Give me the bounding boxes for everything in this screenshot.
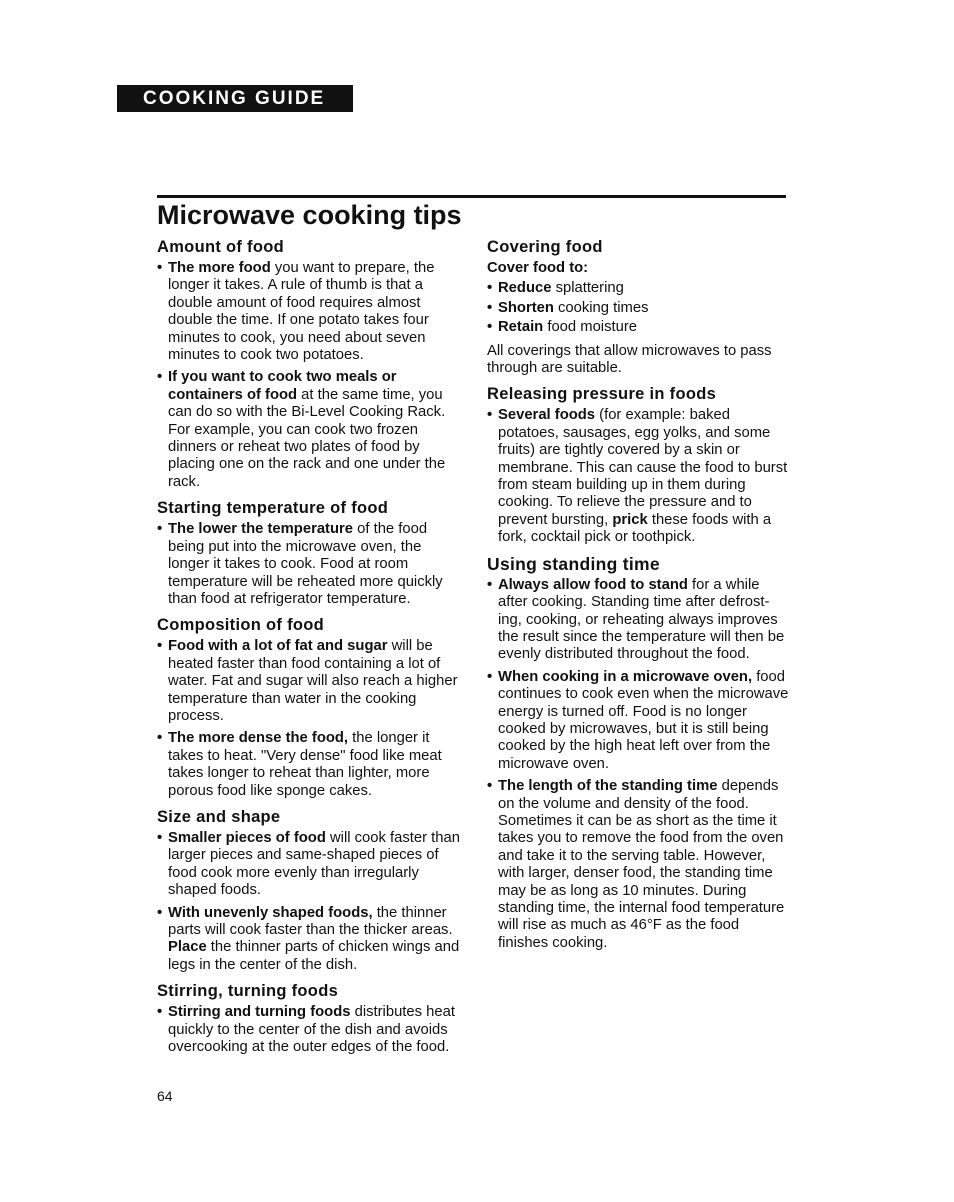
item-text: depends on the volume and density of the food. Sometimes it can be as short as the time it takes you to remove the food from the oven and take it to the serving table. However, with larger, denser food, the standing time may be as long as 10 minutes. During standing time, the internal food temperature will rise as much as 46°F as the food finishes cooking. [498,778,785,951]
list-item [487,577,792,664]
page-number: 64 [157,1088,173,1104]
bold-lead: Smaller pieces of food [168,829,326,846]
bold-lead: If you want to cook two meals or containers of food [168,369,397,403]
bullet: • [157,730,163,747]
bullet: • [157,1004,163,1021]
item-text: of the food being put into the microwave oven, the longer it takes to cook. Food at room temperature will be reheated more quickly than food at refrigerator temperature. [168,521,443,607]
list-item [157,638,462,725]
bullet: • [487,299,493,316]
section-covering-food [487,236,792,377]
section-heading: Composition of food [157,616,324,635]
bullet: • [487,668,493,685]
bullet: • [487,407,493,424]
item-text: cooking times [553,299,649,316]
bold-lead: Always allow food to stand [498,576,688,593]
bold-lead: Several foods [498,407,596,424]
item-text: the thinner parts will cook faster than the thicker areas. [168,904,453,938]
item-text: (for example: baked potatoes, sausages, egg yolks, and some fruits) are tightly covered by a skin or membrane. This can cause the food to burst from steam building up in them during cooking. To relieve the pressure and to prevent bursting, [498,407,788,528]
section-heading: Releasing pressure in foods [487,385,717,404]
item-text: splattering [551,280,624,297]
item-text: the thinner parts of chicken wings and legs in the center of the dish. [168,939,460,973]
section-heading: Starting temperature of food [157,499,389,518]
item-text: these foods with a fork, cocktail pick or toothpick. [498,511,772,546]
section-heading: Stirring, turning foods [157,982,339,1001]
left-column [157,236,462,1062]
section-standing-time [487,553,792,953]
item-text: distributes heat quickly to the center of the dish and avoids overcooking at the outer edges of the food. [168,1004,455,1056]
bullet: • [487,319,493,336]
bold-lead: The length of the standing time [498,778,718,795]
bold-lead: Food with a lot of fat and sugar [168,638,388,655]
section-releasing-pressure [487,383,792,546]
paragraph: All coverings that allow microwaves to pass through are suitable. [487,342,772,377]
list-item [157,369,462,491]
item-text: will be heated faster than food containing a lot of water. Fat and sugar will also reach a higher temperature than water in the cooking process. [168,638,458,724]
list-item [157,830,462,900]
bold-lead: The lower the temperature [168,521,354,538]
list-item [487,280,792,297]
bold-lead: The more dense the food, [168,730,349,747]
bullet: • [157,829,163,846]
list-item [157,521,462,608]
item-text: at the same time, you can do so with the Bi-Level Cooking Rack. For example, you can cook two frozen dinners or reheat two plates of food by placing one on the rack and one under the rack. [168,386,446,490]
subheading: Cover food to: [487,260,589,276]
bullet: • [157,521,163,538]
bullet: • [487,576,493,593]
bold-lead: With unevenly shaped foods, [168,904,373,921]
bold-inline: prick [612,511,648,528]
item-text: food moisture [543,319,637,336]
bullet: • [487,280,493,297]
section-amount-of-food [157,236,462,491]
list-item [487,778,792,952]
list-item [157,730,462,800]
item-text: the longer it takes to heat. "Very dense" food like meat takes longer to reheat than lighter, more porous food like sponge cakes. [168,730,442,799]
item-text: will cook faster than larger pieces and same-shaped pieces of food cook more evenly than irregularly shaped foods. [168,829,460,899]
section-heading: Using standing time [487,553,660,574]
list-item [157,260,462,364]
item-text: food continues to cook even when the microwave energy is turned off. Food is no longer cooked by microwaves, but it is still being cooked by the high heat left over from the microwave oven. [498,668,789,772]
section-size-and-shape [157,806,462,974]
page-title: Microwave cooking tips [157,200,462,230]
section-banner: COOKING GUIDE [117,85,353,112]
list-item [487,300,792,317]
section-heading: Covering food [487,238,603,256]
section-stirring [157,980,462,1056]
list-item [487,407,792,546]
item-text: you want to prepare, the longer it takes. A rule of thumb is that a double amount of food requires almost double the time. If one potato takes four minutes to cook, you need about seven minutes to cook two potatoes. [168,260,435,364]
bold-inline: Place [168,939,207,956]
item-text: for a while after cooking. Standing time after defrost-ing, cooking, or reheating always improves the result since the temperature will then be evenly distributed throughout the food. [498,576,785,663]
bold-lead: The more food [168,260,271,276]
list-item [487,669,792,773]
bold-lead: When cooking in a microwave oven, [498,668,753,685]
list-item [157,1004,462,1056]
bold-lead: Stirring and turning foods [168,1004,351,1021]
list-item [487,319,792,336]
section-heading: Amount of food [157,238,284,256]
section-composition [157,614,462,800]
bullet: • [157,904,163,921]
bullet: • [487,778,493,795]
bold-lead: Reduce [498,280,552,297]
section-heading: Size and shape [157,807,281,826]
right-column [487,236,792,958]
bullet: • [157,260,163,276]
bold-lead: Shorten [498,299,554,316]
bold-lead: Retain [498,319,544,336]
list-item [157,905,462,975]
bullet: • [157,638,163,655]
section-starting-temperature [157,497,462,608]
bullet: • [157,369,163,386]
